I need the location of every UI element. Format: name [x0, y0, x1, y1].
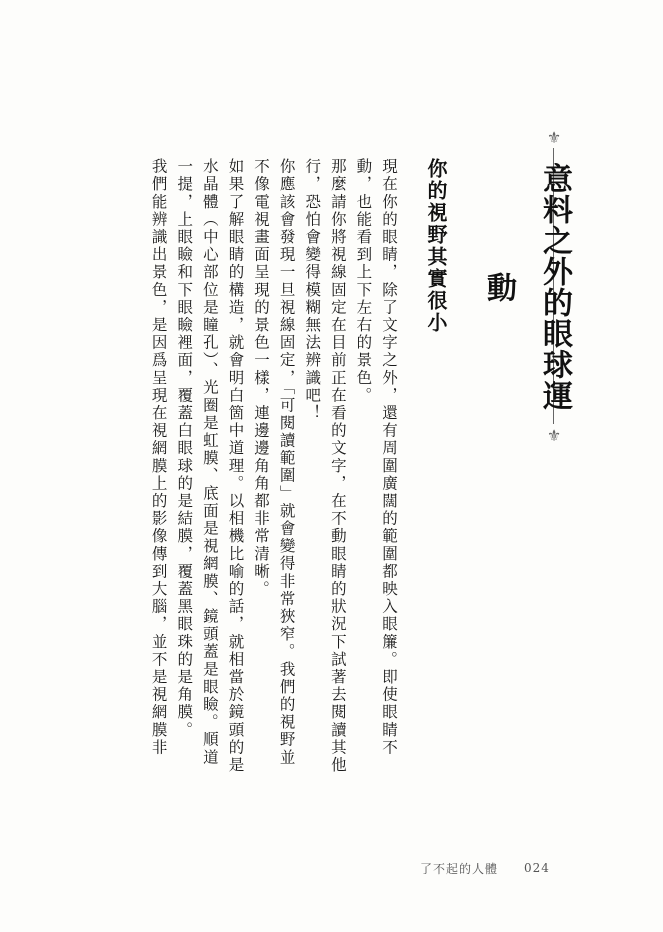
paragraph: 你應該會發現一旦視線固定，「可閱讀範圍」就會變得非常狹窄。我們的視野並不像電視畫面呈現的景色一樣，連邊邊角角都非常清晰。	[252, 158, 296, 767]
ornament-top-icon: ⚜	[546, 128, 562, 147]
running-title: 了不起的人體	[420, 861, 499, 876]
paragraph: 那麼請你將視線固定在目前正在看的文字，在不動眼睛的狀況下試著去閱讀其他行，恐怕會變得模糊無法辨識吧！	[303, 158, 347, 774]
ornament-bottom-icon: ⚜	[546, 426, 562, 445]
paragraph: 我們能辨識出景色，是因爲呈現在視網膜上的影像傳到大腦，並不是視網膜非	[149, 158, 168, 757]
chapter-title: 意料之外的眼球運動	[481, 163, 572, 411]
paragraph: 現在你的眼睛，除了文字之外，還有周圍廣闊的範圍都映入眼簾。即使眼睛不動，也能看到上下左右的景色。	[354, 158, 398, 757]
chapter-title-frame	[481, 118, 582, 454]
page-number: 024	[524, 861, 550, 875]
paragraph: 如果了解眼睛的構造，就會明白箇中道理。以相機比喻的話，就相當於鏡頭的是水晶體（中心部位是瞳孔）、光圈是虹膜、底面是視網膜、鏡頭蓋是眼瞼。順道一提，上眼瞼和下眼瞼裡面，覆蓋白眼球的是結膜，覆蓋黑眼珠的是角膜。	[175, 158, 245, 774]
section-heading: 你的視野其實很小	[424, 158, 448, 334]
page-footer	[420, 858, 600, 878]
body-text	[95, 158, 401, 778]
